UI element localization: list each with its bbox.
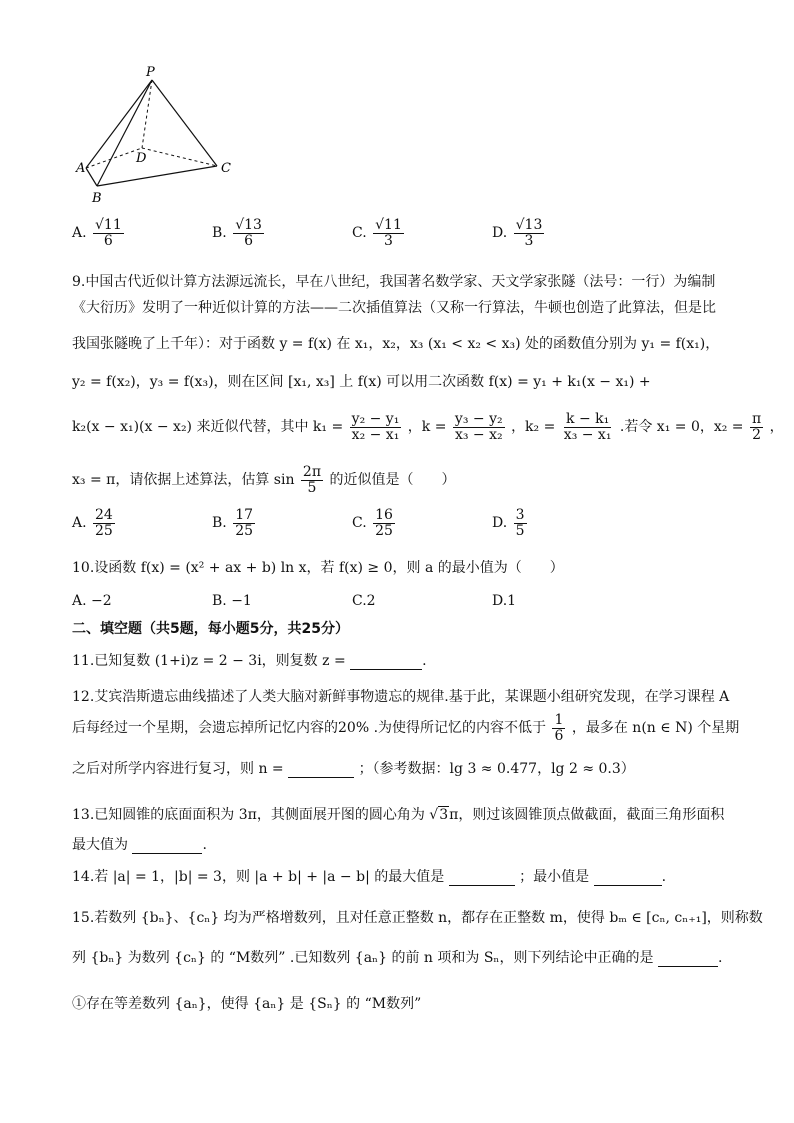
q11-answer-blank[interactable] [350, 653, 422, 670]
q9-line3: 我国张隧晚了上千年）：对于函数 y = f(x) 在 x₁，x₂，x₃ (x₁ < x₂ < x₃) 处的函数值分别为 y₁ = f(x₁)， [72, 336, 720, 352]
q14: 14.若 |a| = 1，|b| = 3，则 |a + b| + |a − b| 的最大值是 ；最小值是 . [72, 869, 667, 885]
q9-option-b: B. $\frac{17}{25}$ [212, 507, 254, 539]
q12-line1: 12.艾宾浩斯遗忘曲线描述了人类大脑对新鲜事物遗忘的规律.基于此，某课题小组研究发现，在学习课程 A [72, 689, 730, 705]
q13-line1: 13.已知圆锥的底面面积为 3π，其侧面展开图的圆心角为 √3π，则过该圆锥顶点做截面，截面三角形面积 [72, 807, 725, 823]
q12-answer-blank[interactable] [288, 761, 354, 778]
label-p: P [146, 65, 155, 80]
q9-line6: x₃ = π，请依据上述算法，估算 sin $\frac{2\pi}{5}$ 的近似值是（ ） [72, 464, 456, 496]
q12-line3: 之后对所学内容进行复习，则 n = ；（参考数据：lg 3 ≈ 0.477，lg 2 ≈ 0.3） [72, 761, 635, 777]
q13-answer-blank[interactable] [132, 837, 202, 854]
q15-answer-blank[interactable] [658, 950, 718, 967]
q10-option-d: D.1 [492, 593, 517, 609]
q13-line2: 最大值为 . [72, 837, 207, 853]
q9-line5: k₂(x − x₁)(x − x₂) 来近似代替，其中 k₁ = $\frac{\text{y₂ − y₁}}{\text{x₂ − x₁}}$ ，k = $\frac{\text{y₃ − y₂}}{\text{x₃ − x₂}}$ ，k₂ = $\frac{\text{k − k₁}}{\text{x₃ − x₁}}$ .若令 x₁ = 0，x₂ = $\frac{\pi}{2}$ ， [72, 411, 784, 443]
label-b: B [92, 191, 102, 206]
q11: 11.已知复数 (1+i)z = 2 − 3i，则复数 z = . [72, 653, 427, 669]
q8-option-d: D. $\frac{√13}{3}$ [492, 217, 543, 249]
q14-min-blank[interactable] [594, 869, 662, 886]
q9-option-a: A. $\frac{24}{25}$ [72, 507, 113, 539]
q10-option-a: A. −2 [72, 593, 112, 609]
q10-option-c: C.2 [352, 593, 376, 609]
q9-option-c: C. $\frac{16}{25}$ [352, 507, 393, 539]
q9-line2: 《大衍历》发明了一种近似计算的方法——二次插值算法（又称一行算法，牛顿也创造了此算法，但是比 [72, 300, 716, 316]
q9-option-d: D. $\frac{3}{5}$ [492, 507, 525, 539]
q10-option-b: B. −1 [212, 593, 252, 609]
q9-line1: 9.中国古代近似计算方法源远流长，早在八世纪，我国著名数学家、天文学家张隧（法号：一行）为编制 [72, 274, 716, 290]
label-c: C [221, 161, 231, 176]
label-d: D [136, 151, 147, 166]
q12-line2: 后每经过一个星期，会遗忘掉所记忆内容的20% .为使得所记忆的内容不低于 $\frac{1}{6}$ ，最多在 n(n ∈ N) 个星期 [72, 712, 740, 744]
q15-item1: ①存在等差数列 {aₙ}，使得 {aₙ} 是 {Sₙ} 的 “M数列” [72, 996, 422, 1012]
q10-stem: 10.设函数 f(x) = (x² + ax + b) ln x，若 f(x) ≥ 0，则 a 的最小值为（ ） [72, 560, 564, 576]
q14-max-blank[interactable] [449, 869, 515, 886]
q8-option-a: A. $\frac{√11}{6}$ [72, 217, 122, 249]
q9-line4: y₂ = f(x₂)，y₃ = f(x₃)，则在区间 [x₁, x₃] 上 f(x) 可以用二次函数 f(x) = y₁ + k₁(x − x₁) + [72, 374, 651, 390]
q15-line2: 列 {bₙ} 为数列 {cₙ} 的 “M数列” .已知数列 {aₙ} 的前 n 项和为 Sₙ，则下列结论中正确的是 . [72, 950, 723, 966]
q8-option-b: B. $\frac{√13}{6}$ [212, 217, 262, 249]
q15-line1: 15.若数列 {bₙ}、{cₙ} 均为严格增数列，且对任意正整数 n，都存在正整数 m，使得 bₘ ∈ [cₙ, cₙ₊₁]，则称数 [72, 910, 763, 926]
pyramid-figure [70, 60, 250, 210]
section-title: 二、填空题（共5题，每小题5分，共25分） [72, 621, 349, 637]
q8-option-c: C. $\frac{√11}{3}$ [352, 217, 402, 249]
label-a: A [76, 161, 86, 176]
